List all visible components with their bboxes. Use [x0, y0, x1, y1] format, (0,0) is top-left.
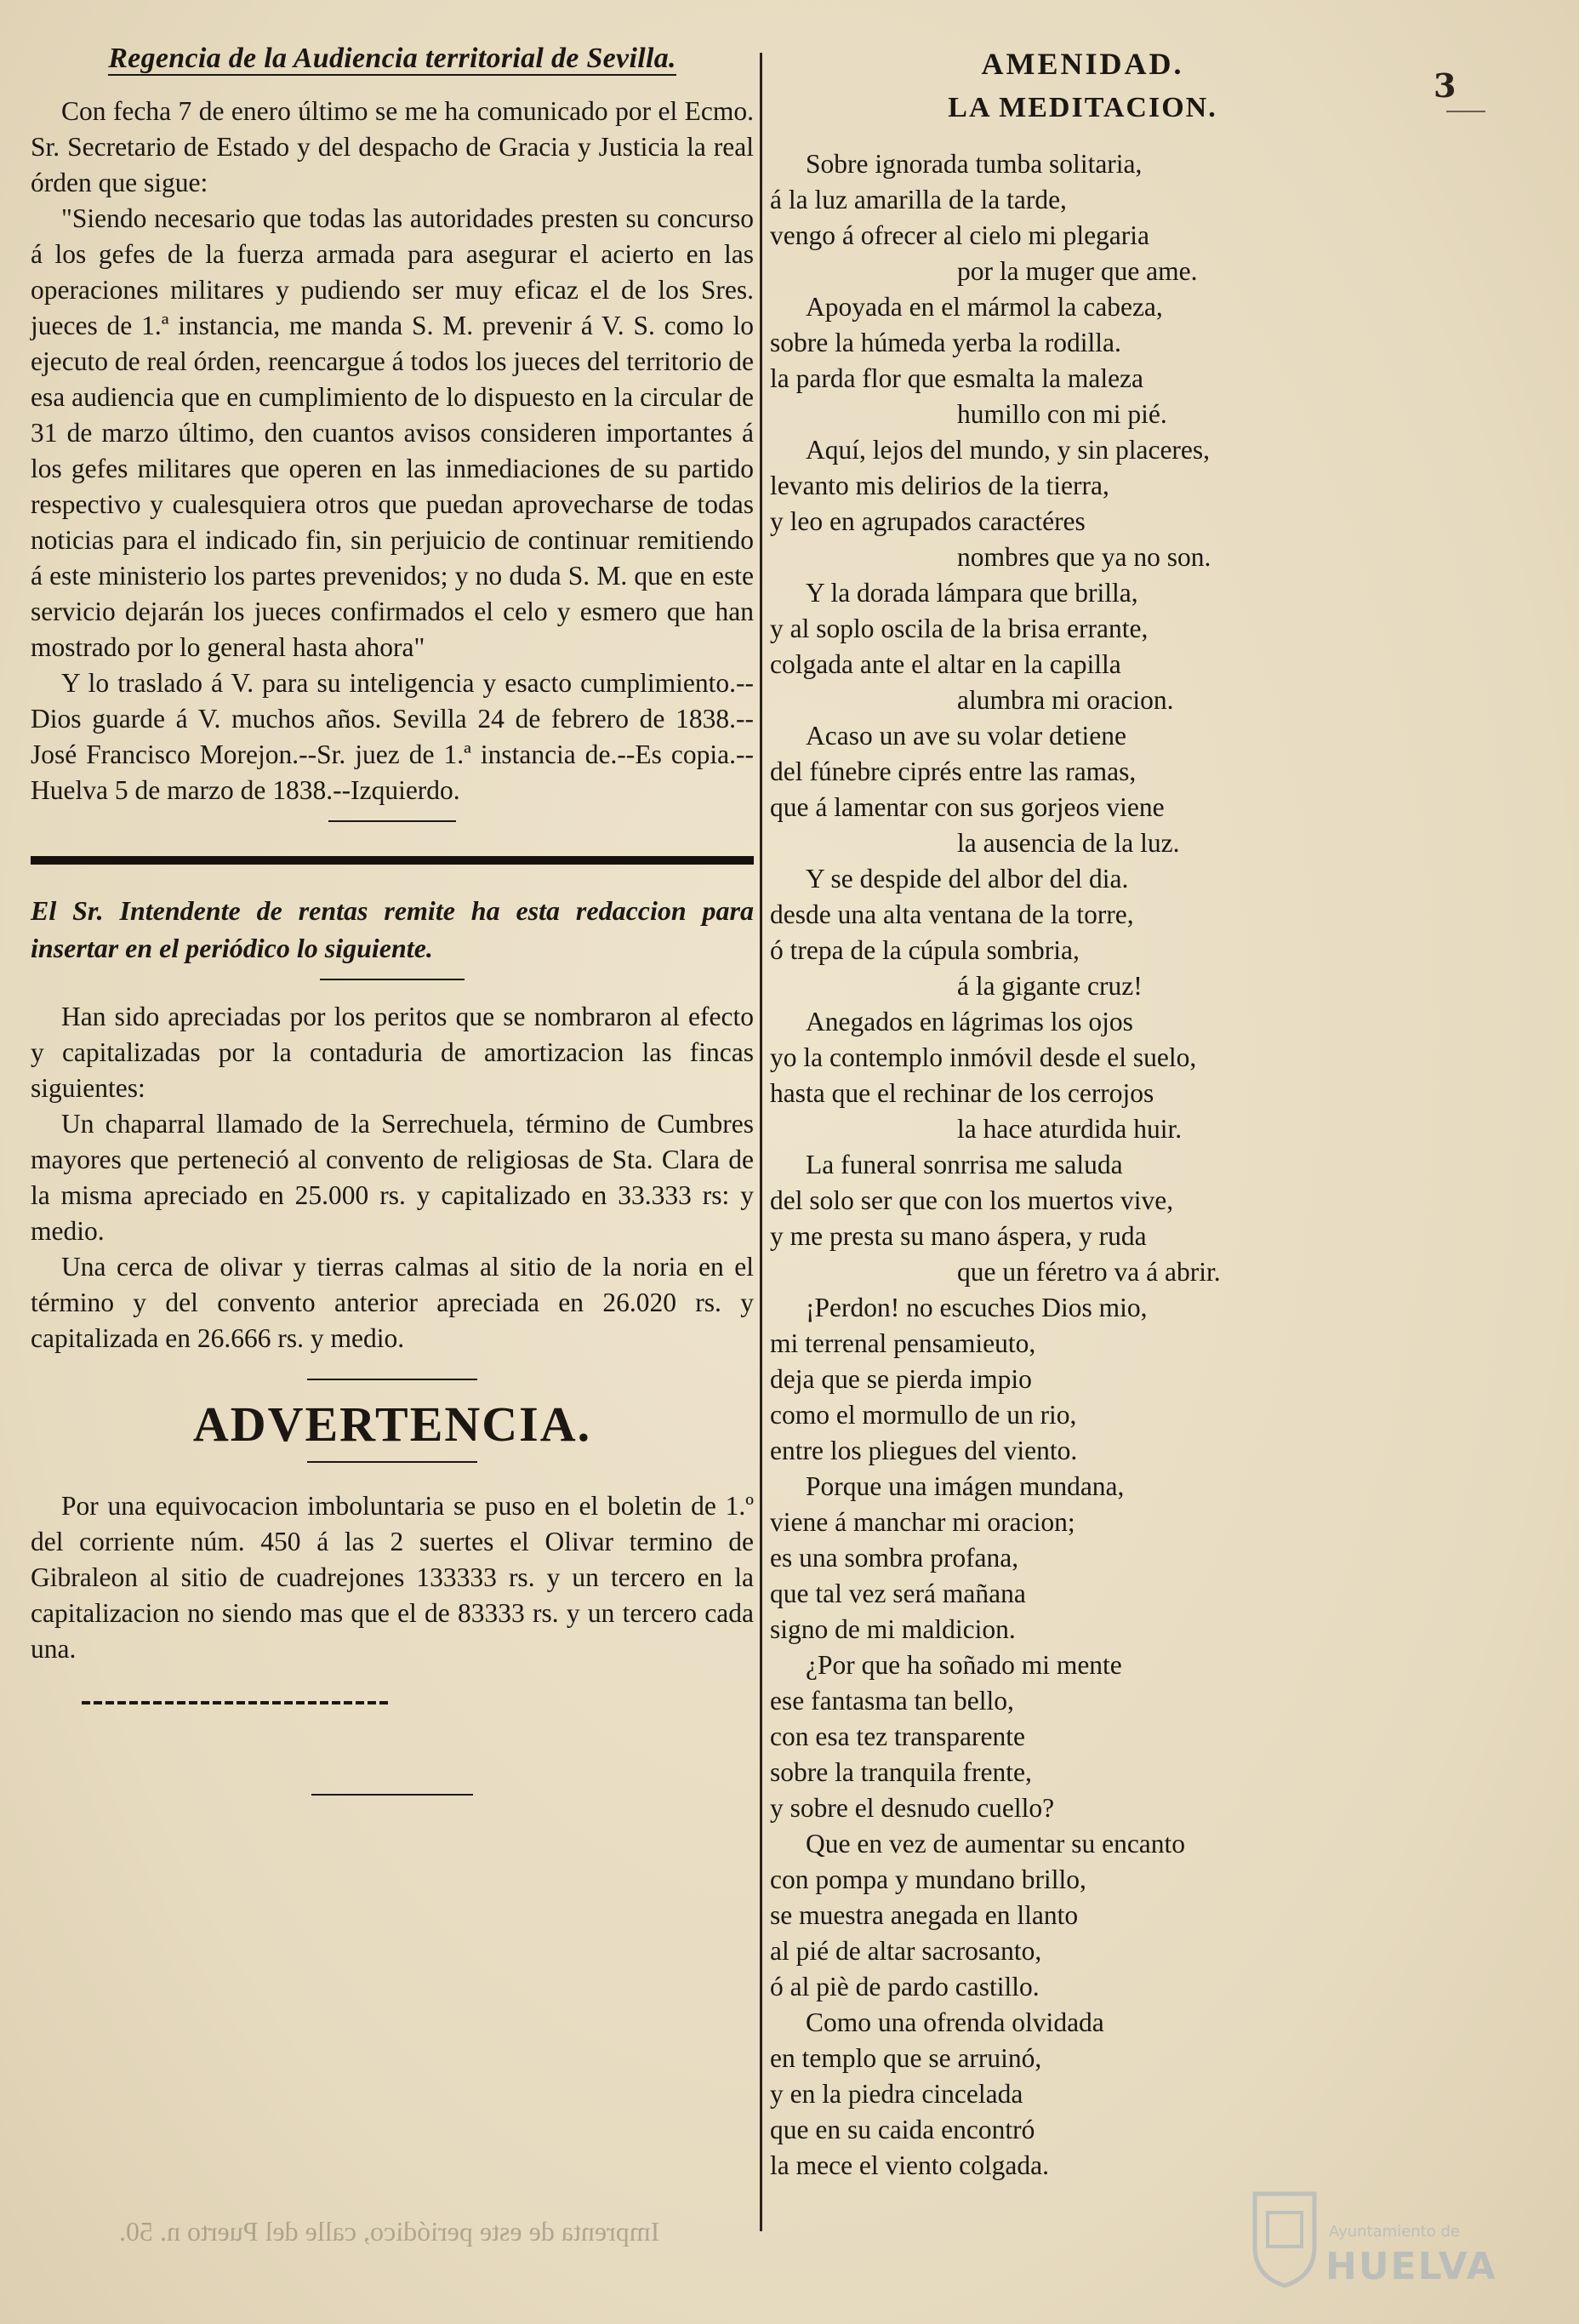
- poem-line: con pompa y mundano brillo,: [770, 1864, 1086, 1894]
- poem-body: [770, 146, 1395, 2184]
- poem-line: alumbra mi oracion.: [957, 685, 1174, 715]
- poem-line: á la gigante cruz!: [957, 971, 1143, 1001]
- poem-line: La funeral sonrrisa me saluda: [806, 1150, 1123, 1179]
- poem-line: ese fantasma tan bello,: [770, 1686, 1014, 1716]
- poem-line: Y se despide del albor del dia.: [806, 864, 1129, 894]
- paragraph-real-orden: "Siendo necesario que todas las autoridades presten su concurso á los gefes de la fuerza armada para asegurar el acierto en las operaciones militares y pudiendo ser muy eficaz el de los Sres. jueces de 1.ª instancia, me manda S. M. prevenir á V. S. como lo ejecuto de real órden, reencargue á todos los jueces del territorio de esa audiencia que en cumplimiento de lo dispuesto en la circular de 31 de marzo último, den cuantos avisos consideren importantes á los gefes militares que operen en las inmediaciones de su partido respectivo y cualesquiera otros que puedan aprovecharse de todas noticias para el indicado fin, sin perjuicio de continuar remitiendo á este ministerio los partes prevenidos; y no duda S. M. que en este servicio dejarán los jueces confirmados el celo y esmero que han mostrado por lo general hasta ahora": [31, 203, 754, 662]
- advertencia-rule-top: [307, 1379, 477, 1380]
- left-column: [31, 34, 754, 1796]
- poem-line: nombres que ya no son.: [957, 542, 1211, 572]
- poem-line: yo la contemplo inmóvil desde el suelo,: [770, 1042, 1197, 1072]
- poem-line: sobre la tranquila frente,: [770, 1757, 1032, 1787]
- corner-mark: [1446, 111, 1485, 112]
- poem-line: ¡Perdon! no escuches Dios mio,: [806, 1293, 1148, 1322]
- poem-line: mi terrenal pensamieuto,: [770, 1328, 1036, 1358]
- poem-line: que tal vez será mañana: [770, 1579, 1026, 1608]
- poem-line: en templo que se arruinó,: [770, 2043, 1042, 2073]
- notice-title: El Sr. Intendente de rentas remite ha esta redaccion para insertar en el periódico lo siguiente.: [31, 895, 754, 963]
- poem-line: Aquí, lejos del mundo, y sin placeres,: [806, 435, 1211, 465]
- page-number: 3: [1434, 66, 1456, 105]
- poem-line: á la luz amarilla de la tarde,: [770, 185, 1067, 214]
- poem-line: colgada ante el altar en la capilla: [770, 649, 1121, 679]
- poem-line: viene á manchar mi oracion;: [770, 1507, 1075, 1537]
- section-amenidad: AMENIDAD.: [981, 47, 1184, 81]
- poem-line: Sobre ignorada tumba solitaria,: [806, 149, 1143, 179]
- paragraph-chaparral: Un chaparral llamado de la Serrechuela, término de Cumbres mayores que perteneció al convento de religiosas de Sta. Clara de la misma apreciado en 25.000 rs. y capitalizado en 33.333 rs: y medio.: [31, 1109, 754, 1246]
- poem-line: que á lamentar con sus gorjeos viene: [770, 792, 1165, 822]
- poem-line: al pié de altar sacrosanto,: [770, 1936, 1042, 1966]
- poem-line: desde una alta ventana de la torre,: [770, 899, 1134, 929]
- poem-line: entre los pliegues del viento.: [770, 1436, 1078, 1465]
- poem-line: la mece el viento colgada.: [770, 2150, 1049, 2180]
- poem-line: y en la piedra cincelada: [770, 2079, 1023, 2109]
- poem-line: y leo en agrupados caractéres: [770, 506, 1086, 536]
- poem-line: Y la dorada lámpara que brilla,: [806, 578, 1138, 608]
- bottom-rule: [311, 1794, 473, 1796]
- poem-line: es una sombra profana,: [770, 1543, 1019, 1573]
- poem-line: Anegados en lágrimas los ojos: [806, 1007, 1133, 1036]
- poem-line: del solo ser que con los muertos vive,: [770, 1185, 1174, 1215]
- paragraph-traslado: Y lo traslado á V. para su inteligencia y esacto cumplimiento.--Dios guarde á V. muchos años. Sevilla 24 de febrero de 1838.--José Francisco Morejon.--Sr. juez de 1.ª instancia de.--Es copia.--Huelva 5 de marzo de 1838.--Izquierdo.: [31, 668, 754, 805]
- poem-line: levanto mis delirios de la tierra,: [770, 471, 1109, 500]
- poem-line: Que en vez de aumentar su encanto: [806, 1829, 1186, 1859]
- poem-line: como el mormullo de un rio,: [770, 1400, 1077, 1430]
- poem-line: que un féretro va á abrir.: [957, 1257, 1221, 1287]
- paragraph-intro: Con fecha 7 de enero último se me ha comunicado por el Ecmo. Sr. Secretario de Estado y del despacho de Gracia y Justicia la real órden que sigue:: [31, 96, 754, 197]
- poem-line: ó al piè de pardo castillo.: [770, 1972, 1040, 2001]
- poem-title: LA MEDITACION.: [948, 92, 1217, 123]
- section-separator: [31, 856, 754, 865]
- paragraph-fincas-intro: Han sido apreciadas por los peritos que se nombraron al efecto y capitalizadas por la contaduria de amortizacion las fincas siguientes:: [31, 1002, 754, 1103]
- poem-line: sobre la húmeda yerba la rodilla.: [770, 328, 1121, 357]
- poem-line: Como una ofrenda olvidada: [806, 2007, 1104, 2037]
- poem-line: Apoyada en el mármol la cabeza,: [806, 292, 1163, 322]
- right-column: [770, 34, 1395, 2184]
- footer-bleed-through: Imprenta de este periódico, calle del Puerto n. 50.: [119, 2216, 660, 2247]
- poem-line: ¿Por que ha soñado mi mente: [806, 1650, 1122, 1680]
- poem-line: que en su caida encontró: [770, 2115, 1035, 2144]
- poem-line: la hace aturdida huir.: [957, 1114, 1183, 1144]
- poem-line: ó trepa de la cúpula sombria,: [770, 935, 1080, 965]
- watermark-line1: Ayuntamiento de: [1329, 2223, 1460, 2241]
- column-divider: [760, 53, 762, 2231]
- poem-line: deja que se pierda impio: [770, 1364, 1032, 1394]
- notice-rule: [320, 979, 465, 980]
- poem-line: del fúnebre ciprés entre las ramas,: [770, 757, 1137, 786]
- advertencia-rule-bottom: [307, 1461, 477, 1463]
- poem-line: hasta que el rechinar de los cerrojos: [770, 1078, 1154, 1108]
- poem-line: la ausencia de la luz.: [957, 828, 1180, 858]
- paragraph-olivar: Una cerca de olivar y tierras calmas al sitio de la noria en el término y del convento anterior apreciada en 26.020 rs. y capitalizada en 26.666 rs. y medio.: [31, 1252, 754, 1353]
- end-rule: [82, 1701, 388, 1704]
- poem-line: con esa tez transparente: [770, 1722, 1025, 1751]
- poem-line: Porque una imágen mundana,: [806, 1471, 1125, 1501]
- watermark-line2: HUELVA: [1325, 2245, 1497, 2288]
- section-header-text: Regencia de la Audiencia territorial de Sevilla.: [108, 43, 676, 74]
- section-header-regencia: [31, 43, 754, 75]
- poem-line: y sobre el desnudo cuello?: [770, 1793, 1055, 1823]
- poem-line: se muestra anegada en llanto: [770, 1900, 1079, 1930]
- poem-line: Acaso un ave su volar detiene: [806, 721, 1126, 751]
- poem-line: la parda flor que esmalta la maleza: [770, 363, 1144, 393]
- poem-line: humillo con mi pié.: [957, 399, 1167, 429]
- signature-rule: [328, 820, 456, 822]
- poem-line: vengo á ofrecer al cielo mi plegaria: [770, 220, 1150, 250]
- poem-line: por la muger que ame.: [957, 256, 1198, 286]
- advertencia-title: ADVERTENCIA.: [192, 1396, 592, 1452]
- poem-line: signo de mi maldicion.: [770, 1614, 1016, 1644]
- poem-line: y me presta su mano áspera, y ruda: [770, 1221, 1147, 1251]
- shield-logo-icon: [1251, 2187, 1319, 2289]
- paragraph-advertencia: Por una equivocacion imboluntaria se puso en el boletin de 1.º del corriente núm. 450 á las 2 suertes el Olivar termino de Gibraleon al sitio de cuadrejones 133333 rs. y un tercero en la capitalizacion no siendo mas que el de 83333 rs. y un tercero cada una.: [31, 1491, 754, 1664]
- poem-line: y al soplo oscila de la brisa errante,: [770, 614, 1149, 643]
- archive-watermark: [1251, 2178, 1506, 2306]
